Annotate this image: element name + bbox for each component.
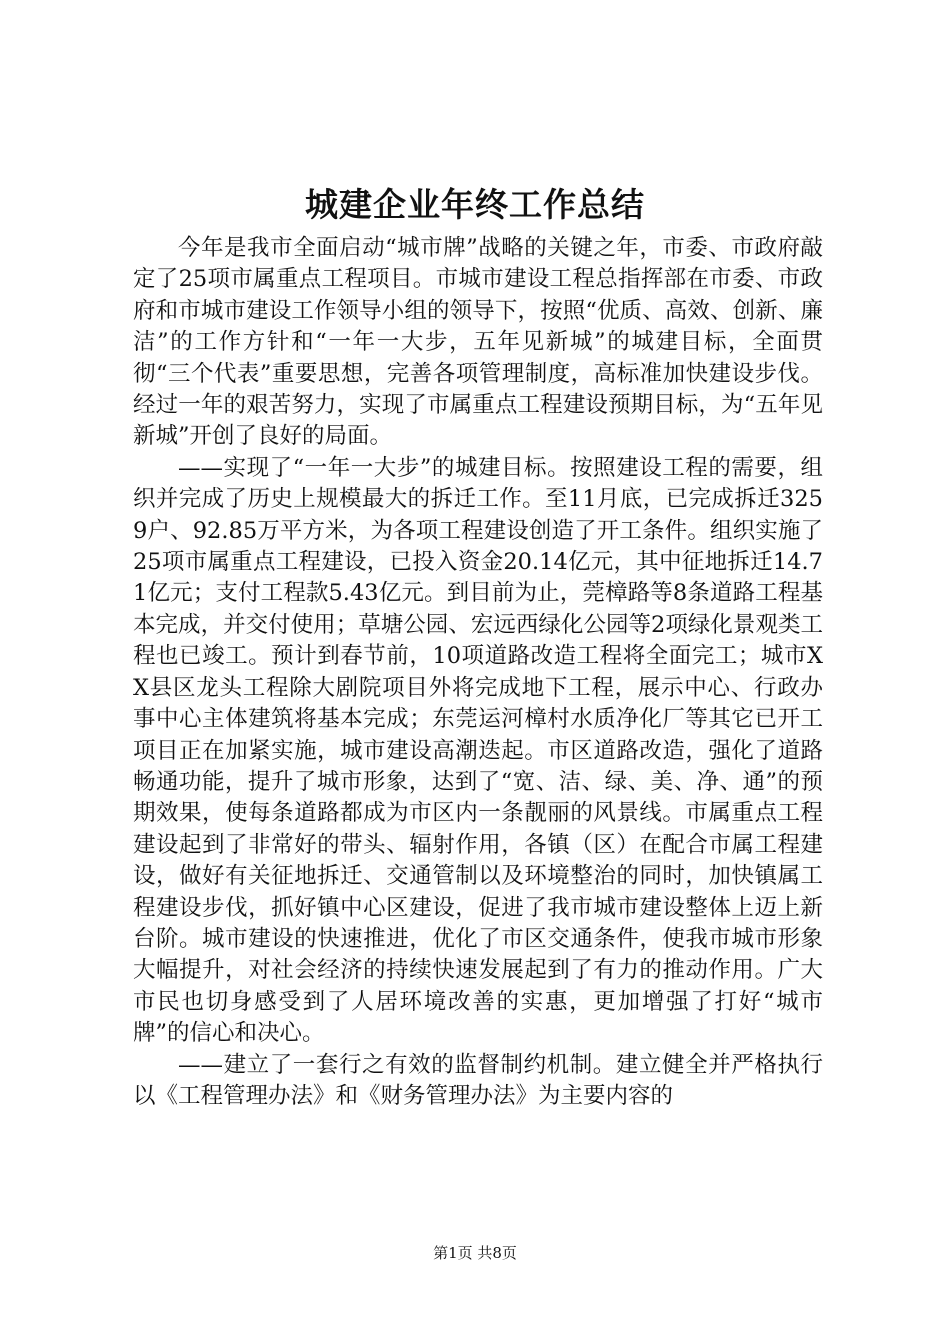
paragraph-annual-goal: ——实现了“一年一大步”的城建目标。按照建设工程的需要，组织并完成了历史上规模最大的拆迁工作。至11月底，已完成拆迁3259户、92.85万平方米，为各项工程建设创造了开工条件。组织实施了25项市属重点工程建设，已投入资金20.14亿元，其中征地拆迁14.71亿元；支付工程款5.43亿元。到目前为止，莞樟路等8条道路工程基本完成，并交付使用；草塘公园、宏远西绿化公园等2项绿化景观类工程也已竣工。预计到春节前，10项道路改造工程将全面完工；城市XX县区龙头工程除大剧院项目外将完成地下工程，展示中心、行政办事中心主体建筑将基本完成；东莞运河樟村水质净化厂等其它已开工项目正在加紧实施，城市建设高潮迭起。市区道路改造，强化了道路畅通功能，提升了城市形象，达到了“宽、洁、绿、美、净、通”的预期效果，使每条道路都成为市区内一条靓丽的风景线。市属重点工程建设起到了非常好的带头、辐射作用，各镇（区）在配合市属工程建设，做好有关征地拆迁、交通管制以及环境整治的同时，加快镇属工程建设步伐，抓好镇中心区建设，促进了我市城市建设整体上迈上新台阶。城市建设的快速推进，优化了市区交通条件，使我市城市形象大幅提升，对社会经济的持续快速发展起到了有力的推动作用。广大市民也切身感受到了人居环境改善的实惠，更加增强了打好“城市牌”的信心和决心。 (133, 454, 823, 1047)
document-title: 城建企业年终工作总结 (305, 185, 645, 224)
page-footer: 第1页 共8页 (433, 1244, 517, 1262)
document-body (133, 233, 823, 1112)
paragraph-supervision-mechanism: ——建立了一套行之有效的监督制约机制。建立健全并严格执行以《工程管理办法》和《财务管理办法》为主要内容的 (133, 1051, 823, 1109)
paragraph-intro: 今年是我市全面启动“城市牌”战略的关键之年，市委、市政府敲定了25项市属重点工程项目。市城市建设工程总指挥部在市委、市政府和市城市建设工作领导小组的领导下，按照“优质、高效、创新、廉洁”的工作方针和“一年一大步，五年见新城”的城建目标，全面贯彻“三个代表”重要思想，完善各项管理制度，高标准加快建设步伐。经过一年的艰苦努力，实现了市属重点工程建设预期目标，为“五年见新城”开创了良好的局面。 (133, 235, 823, 450)
